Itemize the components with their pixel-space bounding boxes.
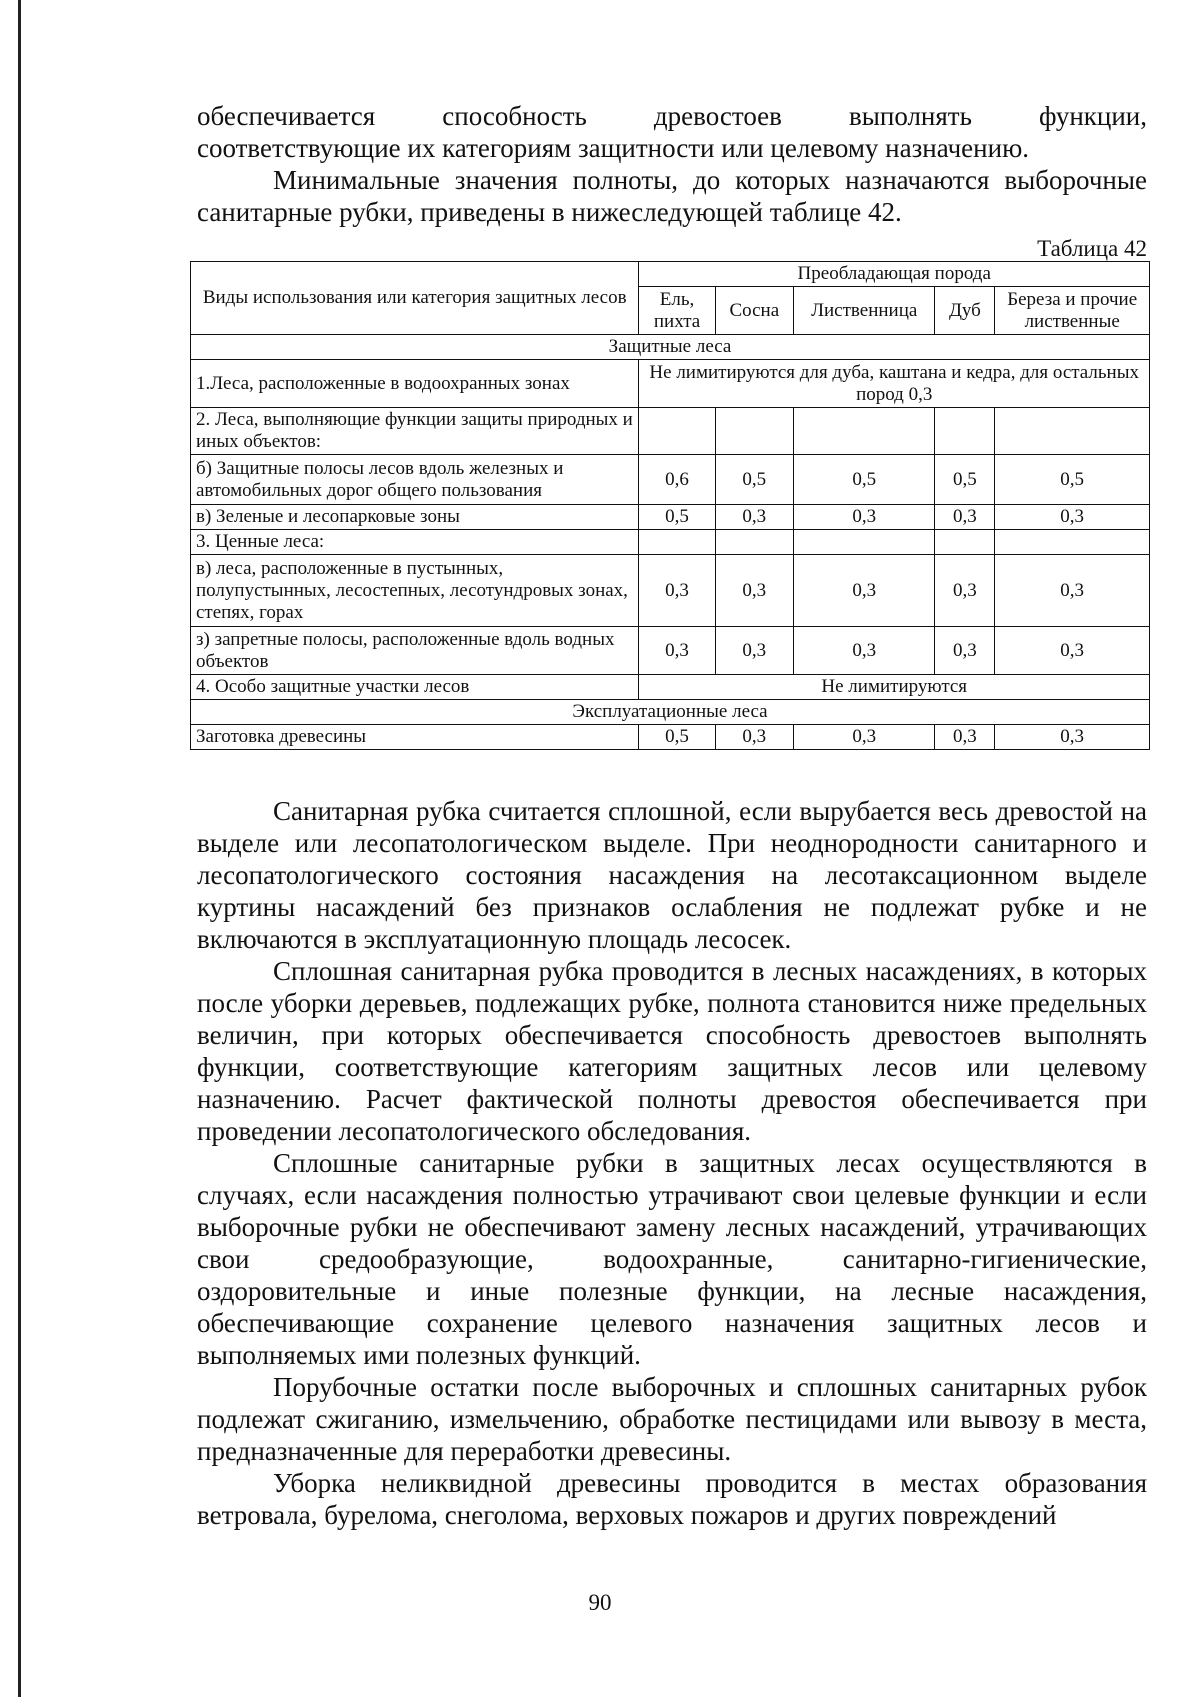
row-label: б) Защитные полосы лесов вдоль железных и автомобильных дорог общего пользования [191, 455, 639, 505]
row-value: 0,3 [995, 725, 1150, 750]
row-value: 0,5 [995, 455, 1150, 505]
body-text [197, 795, 1147, 1531]
row-value: 0,3 [793, 725, 935, 750]
row-label: Заготовка древесины [191, 725, 639, 750]
row-value: 0,3 [639, 555, 715, 627]
row-label: 1.Леса, расположенные в водоохранных зонах [191, 360, 639, 408]
row-value: 0,3 [715, 725, 793, 750]
header-species: Дуб [935, 287, 995, 335]
row-value: 0,3 [793, 505, 935, 530]
section-protective: Защитные леса [191, 335, 1150, 360]
row-label: з) запретные полосы, расположенные вдоль водных объектов [191, 627, 639, 675]
table-caption: Таблица 42 [1037, 236, 1147, 261]
paragraph: Санитарная рубка считается сплошной, если вырубается весь древостой на выделе или лесопатологическом выделе. При неоднородности санитарного и лесопатологического состояния насаждения на лесотаксационном выделе куртины насаждений без признаков ослабления не подлежат рубке и не включаются в эксплуатационную площадь лесосек. [197, 796, 1147, 954]
paragraph: Порубочные остатки после выборочных и сплошных санитарных рубок подлежат сжиганию, измельчению, обработке пестицидами или вывозу в места, предназначенные для переработки древесины. [197, 1372, 1147, 1466]
table-42 [190, 261, 1150, 750]
row-value: 0,3 [935, 627, 995, 675]
row-value: 0,3 [995, 505, 1150, 530]
scan-page-edge [18, 0, 21, 1697]
paragraph: Сплошная санитарная рубка проводится в лесных насаждениях, в которых после уборки деревьев, подлежащих рубке, полнота становится ниже предельных величин, при которых обеспечивается способность древостоев выполнять функции, соответствующие категориям защитных лесов или целевому назначению. Расчет фактической полноты древостоя обеспечивается при проведении лесопатологического обследования. [197, 956, 1147, 1146]
row-label: в) леса, расположенные в пустынных, полупустынных, лесостепных, лесотундровых зонах, степях, горах [191, 555, 639, 627]
row-value: 0,3 [639, 627, 715, 675]
intro-paragraph-2: Минимальные значения полноты, до которых назначаются выборочные санитарные рубки, приведены в нижеследующей таблице 42. [197, 165, 1147, 227]
row-value: 0,3 [715, 505, 793, 530]
header-species: Сосна [715, 287, 793, 335]
row-label: 2. Леса, выполняющие функции защиты природных и иных объектов: [191, 408, 639, 455]
header-species: Береза и прочие лиственные [995, 287, 1150, 335]
row-label: 3. Ценные леса: [191, 530, 639, 555]
row-label: 4. Особо защитные участки лесов [191, 675, 639, 700]
row-value: 0,3 [935, 555, 995, 627]
row-value: 0,3 [715, 627, 793, 675]
row-note: Не лимитируются для дуба, каштана и кедра, для остальных пород 0,3 [639, 360, 1150, 408]
row-value: 0,3 [935, 505, 995, 530]
row-value: 0,3 [995, 555, 1150, 627]
row-value: 0,3 [935, 725, 995, 750]
header-species: Ель, пихта [639, 287, 715, 335]
section-exploitation: Эксплуатационные леса [191, 700, 1150, 725]
row-value: 0,5 [639, 505, 715, 530]
row-value: 0,5 [935, 455, 995, 505]
intro-block [197, 100, 1147, 264]
row-value: 0,3 [715, 555, 793, 627]
row-value: 0,5 [793, 455, 935, 505]
row-value: 0,6 [639, 455, 715, 505]
paragraph: Уборка неликвидной древесины проводится в местах образования ветровала, бурелома, снеголома, верховых пожаров и других повреждений [197, 1468, 1147, 1530]
row-label: в) Зеленые и лесопарковые зоны [191, 505, 639, 530]
header-species: Лиственница [793, 287, 935, 335]
row-value: 0,3 [793, 555, 935, 627]
row-value: 0,5 [639, 725, 715, 750]
header-col1: Виды использования или категория защитных лесов [191, 262, 639, 335]
row-value: 0,3 [995, 627, 1150, 675]
row-value: 0,3 [793, 627, 935, 675]
row-value: 0,5 [715, 455, 793, 505]
intro-line-1: обеспечивается способность древостоев выполнять функции, [197, 101, 1147, 131]
paragraph: Сплошные санитарные рубки в защитных лесах осуществляются в случаях, если насаждения полностью утрачивают свои целевые функции и если выборочные рубки не обеспечивают замену лесных насаждений, утрачивающих свои средообразующие, водоохранные, санитарно-гигиенические, оздоровительные и иные полезные функции, на лесные насаждения, обеспечивающие сохранение целевого назначения защитных лесов и выполняемых ими полезных функций. [197, 1148, 1147, 1370]
row-note: Не лимитируются [639, 675, 1150, 700]
header-group: Преобладающая порода [639, 262, 1150, 287]
page-number: 90 [588, 1590, 612, 1615]
intro-line-2: соответствующие их категориям защитности или целевому назначению. [197, 133, 1029, 163]
